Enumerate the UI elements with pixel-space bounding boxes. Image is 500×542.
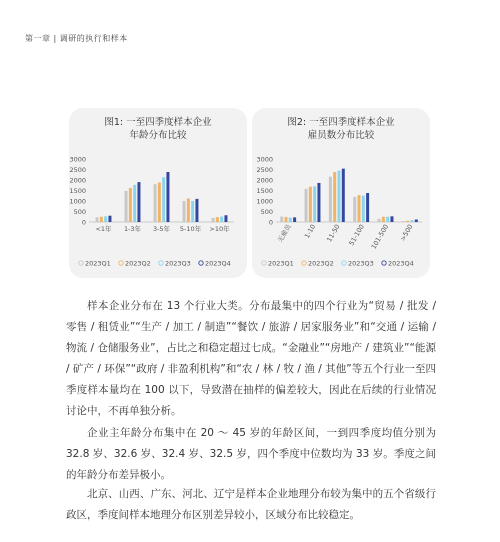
bar-2023Q4-51-100 (366, 193, 369, 222)
y-tick-label: 0 (81, 218, 86, 227)
bar-2023Q4-3-5年 (166, 172, 169, 222)
chart-card-employees (252, 108, 430, 278)
bar-2023Q2-<1年 (100, 217, 103, 222)
legend-label: 2023Q2 (308, 259, 334, 268)
legend-label: 2023Q2 (125, 259, 151, 268)
bar-2023Q1-无雇员 (280, 217, 283, 222)
bar-2023Q1-<1年 (96, 217, 99, 222)
bar-2023Q3->10年 (220, 217, 223, 222)
y-tick-label: 2500 (69, 166, 86, 174)
x-tick-label: 无雇员 (276, 223, 293, 244)
bar-2023Q2-1-3年 (129, 188, 132, 222)
y-tick-label: 500 (260, 208, 273, 216)
bar-2023Q3-5-10年 (191, 201, 194, 222)
legend-marker-2023Q1 (262, 261, 266, 265)
chart-card-age (69, 108, 247, 278)
bar-2023Q4-1-10 (317, 183, 320, 222)
x-tick-label: >10年 (209, 225, 230, 233)
y-tick-label: 0 (268, 218, 273, 227)
y-tick-label: 1500 (256, 187, 273, 195)
legend-label: 2023Q3 (348, 259, 374, 268)
y-tick-label: 3000 (69, 155, 86, 164)
legend-label: 2023Q3 (165, 259, 191, 268)
bar-2023Q3->500 (410, 220, 413, 222)
bar-2023Q4-无雇员 (293, 217, 296, 222)
x-tick-label: 3-5年 (152, 225, 171, 233)
bar-2023Q3-1-10 (313, 186, 316, 222)
legend-marker-2023Q2 (119, 261, 123, 265)
y-tick-label: 1000 (256, 197, 273, 206)
legend-marker-2023Q3 (342, 261, 346, 265)
bar-2023Q3-1-3年 (133, 185, 136, 222)
bar-2023Q2-11-50 (333, 172, 336, 222)
y-tick-label: 2000 (69, 176, 86, 185)
bar-2023Q2-5-10年 (187, 198, 190, 222)
paragraph-industry: 样本企业分布在 13 个行业大类。分布最集中的四个行业为“贸易 / 批发 / 零售 / 租赁业”“生产 / 加工 / 制造”“餐饮 / 旅游 / 居家服务业”和“交通 / 运输 / 物流 / 仓储服务业”，占比之和稳定超过七成。“金融业”“房地产 / 建筑业”“能源 / 矿产 / 环保”“政府 / 非盈利机构”和“农 / 林 / 牧 / 渔 / 其他”等五个行业一至四季度样本量均在 100 以下，导致潜在抽样的偏差较大，因此在后续的行业情况讨论中，不再单独分析。 (66, 300, 436, 417)
x-tick-label: 1-10 (302, 223, 318, 240)
legend-marker-2023Q2 (302, 261, 306, 265)
legend-marker-2023Q3 (159, 261, 163, 265)
y-tick-label: 2500 (256, 166, 273, 174)
bar-2023Q2-无雇员 (285, 217, 288, 222)
y-tick-label: 3000 (256, 155, 273, 164)
y-tick-label: 2000 (256, 176, 273, 185)
bar-2023Q4->10年 (224, 215, 227, 222)
bar-2023Q1-1-3年 (125, 191, 128, 222)
legend-label: 2023Q4 (388, 259, 414, 268)
bar-2023Q3-3-5年 (162, 177, 165, 222)
x-tick-label: 1-3年 (123, 225, 142, 233)
y-tick-label: 1500 (69, 187, 86, 195)
bar-2023Q4-1-3年 (137, 182, 140, 222)
legend-marker-2023Q4 (199, 261, 203, 265)
bar-2023Q3-无雇员 (289, 218, 292, 222)
legend-label: 2023Q1 (85, 259, 111, 268)
legend-label: 2023Q4 (205, 259, 231, 268)
x-tick-label: 5-10年 (179, 225, 202, 233)
bar-2023Q3-51-100 (362, 196, 365, 222)
bar-2023Q4-101-500 (390, 216, 393, 222)
bar-2023Q1->10年 (212, 218, 215, 222)
bar-2023Q4-11-50 (342, 169, 345, 222)
bar-2023Q4-5-10年 (195, 199, 198, 222)
bar-2023Q1-11-50 (329, 177, 332, 222)
bar-2023Q3-<1年 (104, 216, 107, 222)
bar-2023Q4->500 (415, 219, 418, 222)
employee-bar-chart (252, 108, 430, 278)
chart-title-line2: 年龄分布比较 (129, 130, 187, 141)
x-tick-label: 51-100 (347, 223, 366, 247)
legend-label: 2023Q1 (268, 259, 294, 268)
bar-2023Q2->10年 (216, 217, 219, 222)
y-tick-label: 500 (73, 208, 86, 216)
chapter-header: 第一章 | 调研的执行和样本 (25, 34, 128, 43)
bar-2023Q1-101-500 (378, 219, 381, 222)
bar-2023Q3-11-50 (337, 171, 340, 222)
y-tick-label: 1000 (69, 197, 86, 206)
bar-2023Q2-51-100 (358, 195, 361, 222)
bar-2023Q2-1-10 (309, 187, 312, 222)
x-tick-label: 11-50 (325, 223, 342, 244)
paragraph-age: 企业主年龄分布集中在 20 ～ 45 岁的年龄区间，一到四季度均值分别为 32.8 岁、32.6 岁、32.4 岁、32.5 岁，四个季度中位数均为 33 岁。季度之间的年龄分布差异极小。 (66, 427, 436, 481)
age-bar-chart (69, 108, 247, 278)
bar-2023Q3-101-500 (386, 217, 389, 222)
chart-title-line1: 图1: 一至四季度样本企业 (104, 117, 212, 128)
x-tick-label: >500 (398, 223, 415, 243)
legend-marker-2023Q4 (382, 261, 386, 265)
bar-2023Q2->500 (406, 221, 409, 222)
bar-2023Q1-3-5年 (154, 184, 157, 222)
bar-2023Q1->500 (402, 221, 405, 222)
bar-2023Q1-51-100 (353, 197, 356, 222)
bar-2023Q2-101-500 (382, 217, 385, 222)
bar-2023Q1-1-10 (305, 189, 308, 222)
chart-title-line2: 雇员数分布比较 (307, 130, 375, 141)
paragraph-region: 北京、山西、广东、河北、辽宁是样本企业地理分布较为集中的五个省级行政区，季度间样本地理分布区别差异较小，区域分布比较稳定。 (66, 488, 436, 521)
x-tick-label: <1年 (95, 225, 112, 233)
bar-2023Q4-<1年 (108, 216, 111, 222)
legend-marker-2023Q1 (79, 261, 83, 265)
chart-title-line1: 图2: 一至四季度样本企业 (287, 117, 395, 128)
bar-2023Q2-3-5年 (158, 183, 161, 222)
bar-2023Q1-5-10年 (183, 201, 186, 222)
x-tick-label: 101-500 (369, 223, 391, 251)
